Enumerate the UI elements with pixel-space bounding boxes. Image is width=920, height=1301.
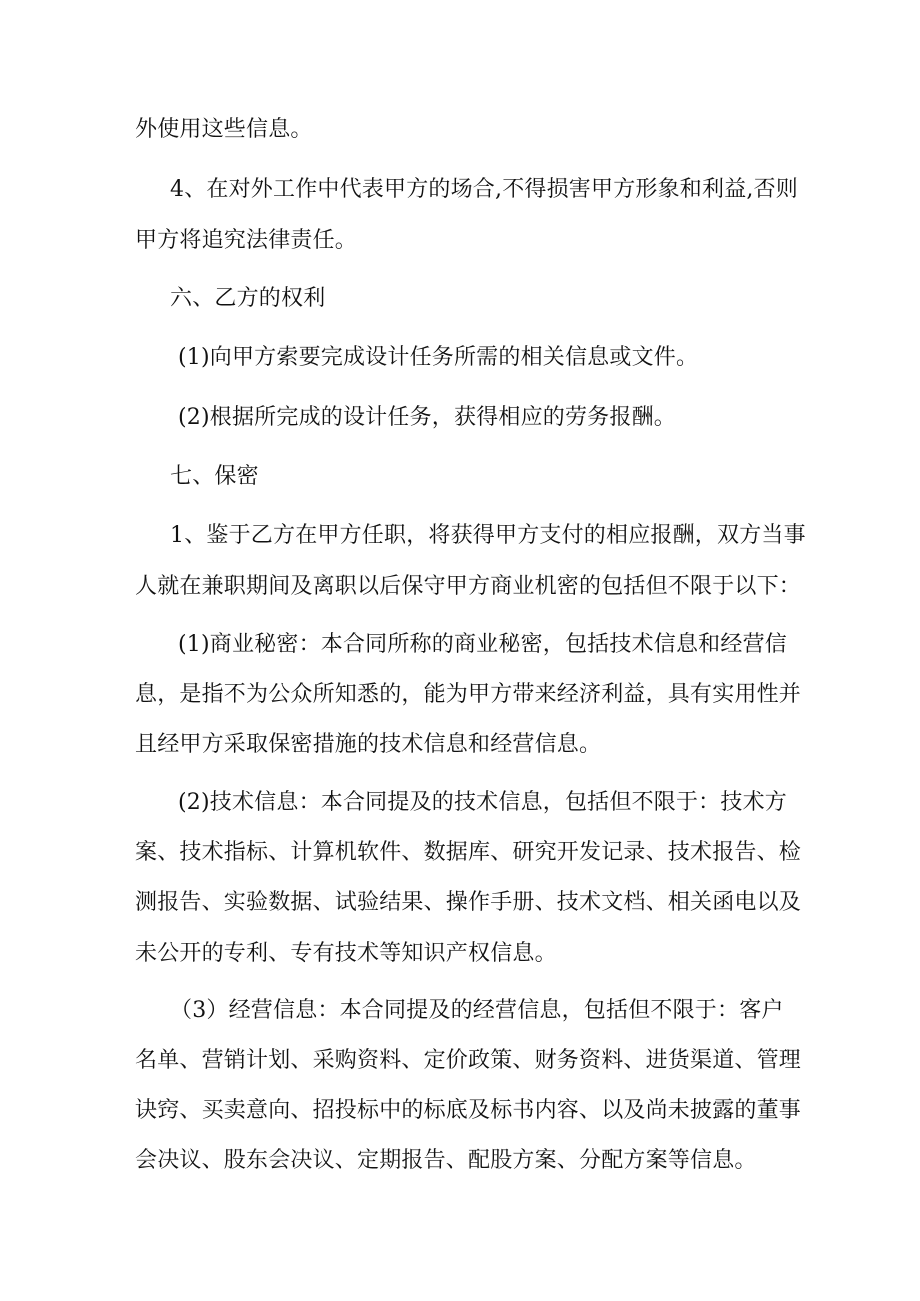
text-line: 1、鉴于乙方在甲方任职，将获得甲方支付的相应报酬，双方当事: [170, 523, 806, 548]
text-line: (2)技术信息：本合同提及的技术信息，包括但不限于：技术方: [178, 790, 787, 815]
text-line: 息，是指不为公众所知悉的，能为甲方带来经济利益，具有实用性并: [135, 682, 802, 707]
text-line: 会决议、股东会决议、定期报告、配股方案、分配方案等信息。: [135, 1148, 757, 1173]
text-line: (1)商业秘密：本合同所称的商业秘密，包括技术信息和经营信: [178, 632, 787, 657]
section-heading: 七、保密: [170, 464, 259, 489]
text-line: 外使用这些信息。: [135, 117, 313, 142]
text-line: 且经甲方采取保密措施的技术信息和经营信息。: [135, 732, 602, 757]
text-line: 测报告、实验数据、试验结果、操作手册、技术文档、相关函电以及: [135, 890, 802, 915]
text-line: 案、技术指标、计算机软件、数据库、研究开发记录、技术报告、检: [135, 840, 802, 865]
text-line: 甲方将追究法律责任。: [135, 228, 358, 253]
text-line: 人就在兼职期间及离职以后保守甲方商业机密的包括但不限于以下：: [135, 574, 802, 599]
text-line: 4、在对外工作中代表甲方的场合,不得损害甲方形象和利益,否则: [170, 177, 798, 202]
text-line: (1)向甲方索要完成设计任务所需的相关信息或文件。: [178, 345, 699, 370]
text-line: （3）经营信息：本合同提及的经营信息，包括但不限于：客户: [170, 998, 784, 1023]
text-line: 诀窍、买卖意向、招投标中的标底及标书内容、以及尚未披露的董事: [135, 1098, 802, 1123]
text-line: (2)根据所完成的设计任务，获得相应的劳务报酬。: [178, 405, 676, 430]
text-line: 名单、营销计划、采购资料、定价政策、财务资料、进货渠道、管理: [135, 1048, 802, 1073]
section-heading: 六、乙方的权利: [170, 286, 326, 311]
text-line: 未公开的专利、专有技术等知识产权信息。: [135, 941, 557, 966]
